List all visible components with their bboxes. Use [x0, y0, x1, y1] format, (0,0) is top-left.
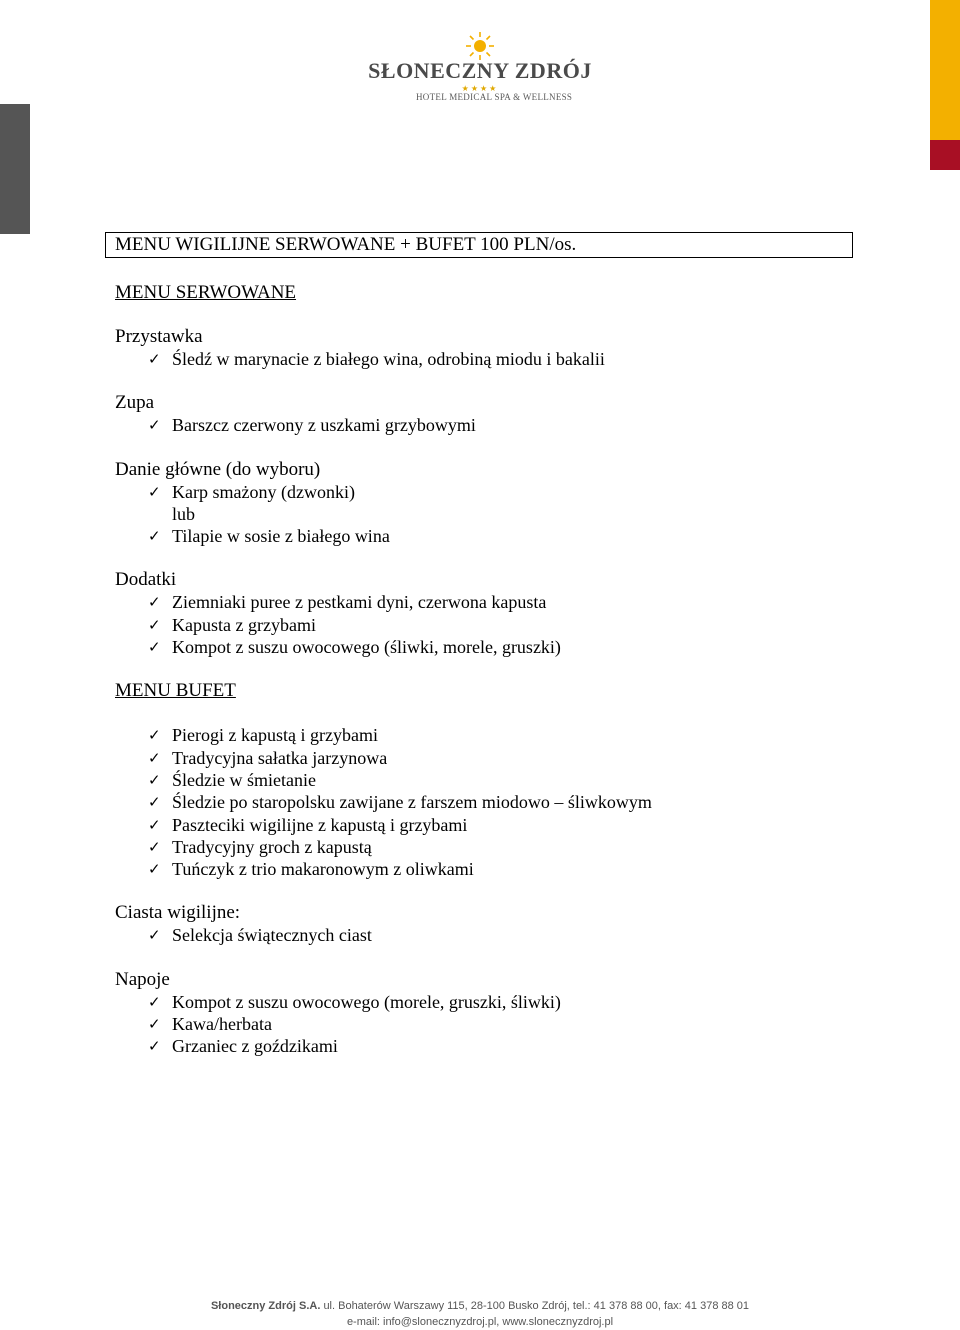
main-course-list-alt — [115, 525, 875, 547]
check-icon: ✓ — [148, 926, 161, 945]
main-course-heading: Danie główne (do wyboru) — [115, 458, 321, 480]
buffet-menu-heading: MENU BUFET — [115, 680, 236, 702]
right-gold-accent-bar — [930, 0, 960, 140]
check-icon: ✓ — [148, 527, 161, 546]
left-gray-accent-bar — [0, 104, 30, 234]
list-item: ✓ Śledź w marynacie z białego wina, odrobiną miodu i bakalii — [148, 349, 605, 369]
check-icon: ✓ — [148, 350, 161, 368]
right-red-accent-bar — [930, 140, 960, 170]
cakes-list — [115, 924, 875, 946]
check-icon: ✓ — [148, 815, 161, 834]
check-icon: ✓ — [148, 482, 161, 501]
check-icon: ✓ — [148, 726, 161, 745]
list-item: ✓ Barszcz czerwony z uszkami grzybowymi — [148, 415, 476, 436]
cakes-heading: Ciasta wigilijne: — [115, 902, 241, 924]
check-icon: ✓ — [148, 638, 161, 657]
soup-list — [115, 414, 875, 436]
footer-company: Słoneczny Zdrój S.A. — [210, 1300, 321, 1312]
footer-contact: e-mail: info@slonecznyzdroj.pl, www.slonecznyzdroj.pl — [346, 1316, 614, 1328]
footer-address-line — [0, 1298, 960, 1314]
drinks-list — [115, 991, 875, 1058]
list-item: ✓ Kompot z suszu owocowego (śliwki, morele, gruszki) — [148, 637, 561, 658]
list-item: ✓ Śledzie w śmietanie — [148, 769, 316, 790]
list-item: ✓ Tradycyjna sałatka jarzynowa — [148, 747, 388, 768]
menu-content — [115, 282, 875, 1058]
list-item: ✓ Tilapie w sosie z białego wina — [148, 526, 390, 547]
check-icon: ✓ — [148, 837, 161, 856]
list-item: ✓ Pierogi z kapustą i grzybami — [148, 725, 378, 746]
list-item: ✓ Karp smażony (dzwonki) — [148, 481, 355, 502]
brand-subtitle: HOTEL MEDICAL SPA & WELLNESS — [416, 92, 573, 102]
list-item: ✓ Kawa/herbata — [148, 1014, 272, 1035]
check-icon: ✓ — [148, 748, 161, 767]
check-icon: ✓ — [148, 593, 161, 612]
starter-list — [115, 348, 875, 370]
or-separator: lub — [172, 503, 196, 524]
sun-logo-icon — [462, 32, 498, 60]
list-item: ✓ Selekcja świątecznych ciast — [148, 925, 372, 946]
footer-address: ul. Bohaterów Warszawy 115, 28-100 Busko Zdrój, tel.: 41 378 88 00, fax: 41 378 88 01 — [323, 1300, 750, 1312]
served-menu-heading: MENU SERWOWANE — [115, 282, 297, 303]
list-item: ✓ Kapusta z grzybami — [148, 614, 316, 635]
starter-heading: Przystawka — [115, 326, 203, 347]
check-icon: ✓ — [148, 992, 161, 1011]
list-item: ✓ Tuńczyk z trio makaronowym z oliwkami — [148, 859, 474, 880]
check-icon: ✓ — [148, 615, 161, 634]
menu-title: MENU WIGILIJNE SERWOWANE + BUFET 100 PLN/os. — [105, 232, 853, 258]
list-item: ✓ Śledzie po staropolsku zawijane z farszem miodowo – śliwkowym — [148, 792, 652, 813]
check-icon: ✓ — [148, 770, 161, 789]
sides-list — [115, 591, 875, 658]
page-footer — [0, 1298, 960, 1330]
sides-heading: Dodatki — [115, 569, 177, 591]
list-item: ✓ Kompot z suszu owocowego (morele, gruszki, śliwki) — [148, 991, 561, 1012]
list-item: ✓ Grzaniec z goździkami — [148, 1036, 338, 1057]
list-item: ✓ Tradycyjny groch z kapustą — [148, 836, 372, 857]
check-icon: ✓ — [148, 860, 161, 879]
brand-stars: ★★★★ — [461, 84, 499, 93]
brand-name: SŁONECZNY ZDRÓJ — [368, 58, 592, 83]
soup-heading: Zupa — [115, 392, 155, 414]
list-item: ✓ Paszteciki wigilijne z kapustą i grzybami — [148, 814, 468, 835]
list-item: ✓ Ziemniaki puree z pestkami dyni, czerwona kapusta — [148, 592, 547, 613]
hotel-logo — [362, 32, 598, 104]
check-icon: ✓ — [148, 416, 161, 435]
main-course-list — [115, 481, 875, 503]
check-icon: ✓ — [148, 1015, 161, 1034]
drinks-heading: Napoje — [115, 968, 170, 990]
buffet-list — [115, 724, 875, 880]
check-icon: ✓ — [148, 793, 161, 812]
check-icon: ✓ — [148, 1037, 161, 1056]
